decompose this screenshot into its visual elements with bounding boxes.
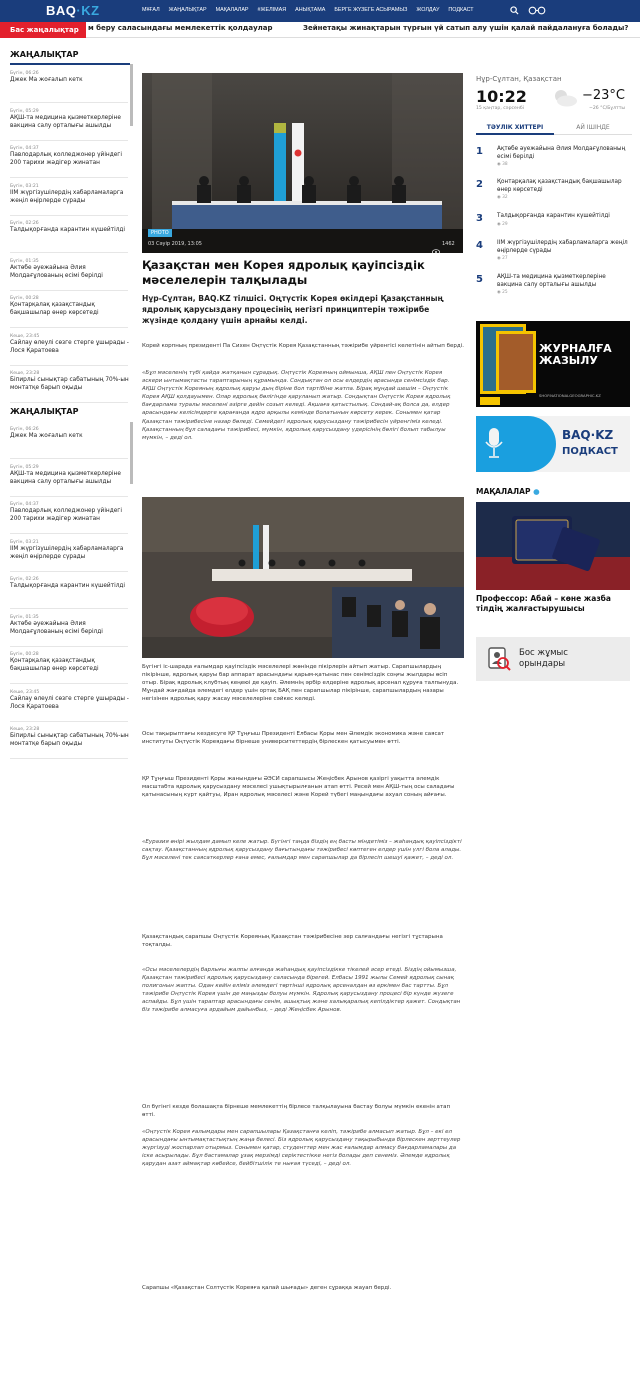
jobs-banner[interactable] (476, 637, 630, 681)
article-inline-photo (142, 497, 464, 658)
news-divider (10, 683, 128, 684)
news-time: Бүгін, 05:29 (10, 108, 39, 114)
article-quote: «Бұл мәселенің түбі қайда жатқанын сұрадық. Оңтүстік Кореяның оймынша, АҚШ пен Оңтүстік Корея әскери ынтымақтасты тараптарының құрамында. Сондықтан ол осы елдердің арасында сенімсіздік бар. АҚШ Оңтүстік Кореяның ядролық қаруы дың біріне бол тәртібіне жатпа. Бірақ мұндай шешім – Оңтүстік Корея АҚШ қолдауымен. Олар ядролық бөлігінде қаруланып жатыр. Сондықтан Оңтүстік Корея ядролық бағдарлама туралы мәселені әзірге дейін созып келеді. Ақшаға қатыстылық. Сондай-ақ болса да, елдер арасындағы келісімдерге қарағанда ядро арқылы кемінде болатынын көрсету керек. Сонымен қатар Қазақстан тәжірибесіне назар бөледі. Семейдегі ядролық қарусыздану тәжірибесін үйренгіміз келеді. Қазақстанның бұл саладағы тәжірибесі, мүмкін, ядролық қарусыздану үдерісінің бөлігі болып табылуы мүмкін, – деді ол. (142, 370, 451, 441)
ticker-item[interactable]: м беру саласындағы мемлекеттік қолдаулар (88, 24, 273, 32)
article-paragraph: Ол бүгінгі кезде болашақта бірнеше мемлекеттің бірлесе талқылауына бастау болуы мүмкін екенін атап өтті. (142, 1104, 451, 1119)
eye-icon: ◉ (497, 256, 503, 261)
article-paragraph: Осы тақырыптағы кездесуге ҚР Тұңғыш Президенті Елбасы Қоры мен Әлемдік экономика және саясат институты Оңтүстік Кореядағы бірнеше университеттердің бірлескен қатысуымен өтті. (142, 731, 445, 746)
news-headline[interactable]: Сайлау өлеулі сөзге стерге ұшырады - Лося Қаратоева (10, 339, 129, 354)
accessibility-glasses-icon[interactable] (528, 6, 546, 18)
dot-icon: ● (533, 487, 540, 496)
news-divider (10, 496, 128, 497)
news-time: Бүгін, 00:28 (10, 296, 39, 301)
latest-news-heading-2: ЖАҢАЛЫҚТАР (10, 407, 79, 416)
article-paragraph: Корей корпның президенті Па Сихен Оңтүстік Корея Қазақстанның тәжірибе үйренгісі келетінін айтып берді. (142, 343, 464, 349)
news-list-item[interactable] (10, 109, 130, 130)
search-icon[interactable] (510, 6, 519, 18)
article-date: 03 Сәуір 2019, 13:05 (148, 241, 202, 247)
news-list-item[interactable] (10, 184, 130, 205)
news-list-item[interactable] (10, 371, 130, 392)
news-list-item[interactable] (10, 502, 130, 523)
popular-views: ◉ 38 (497, 162, 508, 167)
article-lead: Нұр-Сұлтан, BAQ.KZ тілшісі. Оңтүстік Корея өкілдері Қазақстанның ядролық қарусыздану процесінің негізгі принциптерін тәжірибе жүзінде қолдану үшін арнайы келді. (142, 294, 444, 325)
article-quote: «Еуразия өнірі жылдам дамып келе жатыр. Бүгінгі таңда біздің ең басты міндетіміз – жаһандық қауіпсіздікті сақтау. Қазақстанның ядролық қарусыздану бағытындағы тәжірибесі көптеген елдер үшін үлгі бола алады. Бұл мәселені тек саясаткерлер ғана емес, ғалымдар мен сарапшылар да бірлесіп шешуі қажет, – деді ол. (142, 839, 462, 862)
news-divider (10, 177, 128, 178)
main-nav (142, 7, 474, 13)
banner-line-1: ЖУРНАЛҒА (539, 342, 612, 355)
news-divider (10, 402, 128, 403)
popular-rank: 2 (476, 179, 483, 190)
article-card-title[interactable]: Профессор: Абай – көне жазба тілдің жалғастырушысы (476, 594, 611, 613)
nav-item[interactable]: МАҚАЛАЛАР (215, 7, 249, 13)
banner-line-2: ЖАЗЫЛУ (539, 354, 598, 367)
news-list-item[interactable] (10, 727, 130, 748)
news-divider (10, 646, 128, 647)
news-time: Бүгін, 05:29 (10, 464, 39, 470)
news-headline[interactable]: Павлодарлық колледжонер үйіндегі 200 тарихи жәдігер жинатан (10, 152, 122, 166)
popular-item[interactable] (476, 274, 632, 302)
news-divider (10, 758, 128, 759)
article-quote: «Осы мәселелердің барлығы жалпы алғанда жаһандық қауіпсіздікке тікелей әсер етеді. Біздің ойымызша, Қазақстан тәжірибесі ядролық қарусыздану саласында бірегей. Елбасы 1991 жылы Семей ядролық сынақ полигонын жапты. Одан кейін еліміз әлемдегі төртінші ядролық арсеналдан өз еркімен бас тартты. Бұл тәжірибе Оңтүстік Корея үшін де маңызды болуы мүмкін. Ядролық қарусыздану процесі бір күнде жүзеге аспайды. Бұл үшін тараптар арасындағы сенім, ашықтық және халықаралық кепілдіктер қажет. Сондықтан біз тәжірибе алмасуға әрдайым дайынбыз, – деді Жеңісбек Арынов. (142, 967, 461, 1014)
news-headline[interactable]: Қонтарқалақ қазақстандық бақшашылар өнер көрсетеді (10, 658, 99, 672)
weather-temp: −23°C (582, 88, 626, 103)
news-list-item[interactable] (10, 652, 130, 673)
news-time: Кеше, 23:45 (10, 333, 40, 339)
popular-rank: 3 (476, 213, 483, 224)
view-count: 1462 (442, 241, 455, 247)
popular-headline[interactable]: IIM жүргізушілердің хабарламаларга жеңіл өңірлерде сүрады (497, 240, 628, 254)
news-time: Бүгін, 02:26 (10, 577, 39, 582)
news-time: Кеше, 23:45 (10, 689, 40, 695)
news-headline[interactable]: Актөбе әуежайына Әлия Молдағұлованың есімі берілді (10, 264, 103, 279)
news-divider (10, 102, 128, 103)
news-divider (10, 215, 128, 216)
popular-rank: 5 (476, 274, 483, 285)
news-list-item[interactable] (10, 540, 130, 561)
nav-item[interactable]: БЕРГЕ ЖҮЗЕГЕ АСЫРАМЫЗ (334, 7, 408, 13)
latest-news-scrollbar[interactable] (130, 64, 133, 126)
ticker-item[interactable]: Зейнетақы жинақтарын түрғын үй сатып алу үшін қалай пайдалануға болады? (303, 24, 629, 32)
weather-time: 10:22 (476, 87, 527, 106)
nav-item[interactable]: ЖОЛДАУ (416, 7, 440, 13)
news-time: Кеше, 23:28 (10, 371, 40, 376)
eye-icon: ◉ (497, 222, 503, 227)
nav-item[interactable]: ПОДКАСТ (448, 7, 474, 13)
news-divider (10, 571, 128, 572)
popular-item[interactable] (476, 240, 632, 268)
news-headline[interactable]: Талдықорғанда карантин күшейтілді (10, 227, 126, 233)
nav-item[interactable]: ЖАҢАЛЫҚТАР (168, 7, 207, 13)
article-thumbnail[interactable] (476, 502, 630, 590)
news-list-item[interactable] (10, 71, 130, 84)
popular-item[interactable] (476, 146, 632, 174)
top-navbar (0, 0, 640, 22)
news-divider (10, 327, 128, 328)
news-list-item[interactable] (10, 690, 130, 711)
popular-item[interactable] (476, 213, 632, 241)
popular-headline[interactable]: Ақтөбе әуежайына Әлия Молдағұлованың есімі берілді (497, 146, 626, 160)
news-list-item[interactable] (10, 259, 130, 280)
news-headline[interactable]: Сайлау өлеулі сөзге стерге ұшырады - Лося Қаратоева (10, 695, 129, 710)
news-time: Бүгін, 03:21 (10, 539, 39, 545)
news-time: Бүгін, 00:28 (10, 652, 39, 657)
podcast-banner[interactable] (476, 416, 630, 472)
news-list-item[interactable] (10, 427, 130, 440)
article-paragraph: Сарапшы «Қазақстан Солтүстік Кореяға қалай шығады» деген сұраққа жауап берді. (142, 1285, 392, 1291)
popular-views: ◉ 29 (497, 222, 508, 227)
article-quote: «Оңтүстік Корея ғалымдары мен сарапшылары Қазақстанға келіп, тәжірибе алмасып жатыр. Бұл – екі ел арасындағы ынтымақтастықтың жаңа белесі. Біз ядролық қарусыздану тақырыбында бірлескен зерттеулер жүргізуді жоспарлап отырмыз. Сонымен қатар, студенттер мен жас ғалымдар алмасу бағдарламалары да іске асырылады. Бұл бастамалар ұзақ мерзімді серіктестікке негіз болады деп сенеміз. Әлемде ядролық қарудан азат аймақтар көбейсе, бейбітшілік те нығая түседі, – деді ол. (142, 1129, 461, 1168)
eye-icon: ◉ (497, 162, 503, 167)
podcast-label: ПОДКАСТ (562, 446, 618, 457)
popular-rank: 1 (476, 146, 483, 157)
nav-item[interactable]: МҰҒАЛ (142, 7, 160, 13)
latest-news-heading: ЖАҢАЛЫҚТАР (10, 50, 79, 59)
weather-condition: −26 °C/Бұлтты (589, 106, 625, 111)
magazine-subscription-banner[interactable] (476, 321, 630, 407)
banner-url: SHOP.NATIONALGEOGRAPHIC.KZ (539, 393, 601, 398)
ticker-label: Бас жаңалықтар (0, 22, 86, 38)
article-hero-photo (142, 73, 463, 253)
microphone-icon (484, 428, 504, 464)
news-time: Бүгін, 06:26 (10, 71, 39, 76)
news-headline[interactable]: АҚШ-та медицина қызметкерлеріне вакцина салу орталығы ашылды (10, 470, 121, 485)
news-list-item[interactable] (10, 334, 130, 355)
tab-daily-hits[interactable]: ТӘУЛІК ХИТТЕРІ (476, 121, 554, 135)
news-divider (10, 458, 128, 459)
nav-item[interactable]: #ЖЕЛІМАЯ (257, 7, 287, 13)
news-time: Кеше, 23:28 (10, 727, 40, 732)
news-headline[interactable]: IIM жүргізушілердің хабарламаларга жеңіл өңірлерде сүрады (10, 189, 124, 204)
podcast-logo: BAQ·KZ (562, 428, 614, 442)
news-headline[interactable]: Біпирльі сынықтар сабатының 70%-ын монтатқе барып оқыды (10, 377, 129, 391)
news-time: Бүгін, 04:37 (10, 146, 39, 151)
news-headline[interactable]: IIM жүргізушілердің хабарламаларга жеңіл өңірлерде сүрады (10, 545, 124, 560)
news-list-item[interactable] (10, 221, 130, 234)
news-time: Бүгін, 01:35 (10, 258, 39, 264)
news-headline[interactable]: Павлодарлық колледжонер үйіндегі 200 тарихи жәдігер жинатан (10, 508, 122, 522)
photo-badge: PHOTO (148, 229, 172, 237)
popular-views: ◉ 27 (497, 256, 508, 261)
popular-headline[interactable]: Қонтарқалақ қазақстандық бақшашылар өнер көрсетеді (497, 179, 622, 193)
news-time: Бүгін, 02:26 (10, 221, 39, 226)
job-search-icon (486, 646, 512, 676)
popular-views: ◉ 25 (497, 290, 508, 295)
tab-monthly[interactable]: АЙ ІШІНДЕ (554, 121, 632, 135)
news-headline[interactable]: Актөбе әуежайына Әлия Молдағұлованың есімі берілді (10, 620, 103, 635)
popular-item[interactable] (476, 179, 632, 207)
news-divider (10, 365, 128, 366)
articles-heading: МАҚАЛАЛАР ● (476, 487, 540, 496)
news-divider (10, 608, 128, 609)
news-divider (10, 290, 128, 291)
news-headline[interactable]: Біпирльі сынықтар сабатының 70%-ын монтатқе барып оқыды (10, 733, 129, 747)
news-divider (10, 533, 128, 534)
popular-headline[interactable]: Талдықорғанда карантин күшейтілді (497, 213, 610, 219)
news-list-item[interactable] (10, 615, 130, 636)
news-headline[interactable]: Қонтарқалақ қазақстандық бақшашылар өнер көрсетеді (10, 302, 99, 316)
site-logo[interactable]: BAQ·KZ (46, 3, 100, 18)
news-list-item[interactable] (10, 577, 130, 590)
news-time: Бүгін, 04:37 (10, 502, 39, 507)
news-headline[interactable]: АҚШ-та медицина қызметкерлеріне вакцина салу орталығы ашылды (10, 114, 121, 129)
article-title: Қазақстан мен Корея ядролық қауіпсіздік мәселелерін талқылады (142, 258, 425, 287)
news-list-item[interactable] (10, 465, 130, 486)
news-divider (10, 252, 128, 253)
weather-date: 15 қаңтар, сәрсенбі (476, 106, 524, 111)
news-headline[interactable]: Талдықорғанда карантин күшейтілді (10, 583, 126, 589)
jobs-label: Бос жұмыс орындары (519, 648, 568, 669)
news-headline[interactable]: Джек Ма жоғалып кетк (10, 433, 83, 439)
heading-underline (10, 63, 130, 65)
article-paragraph: ҚР Тұңғыш Президенті Қоры жанындағы ӘЭСИ сарапшысы Жеңісбек Арынов қазіргі уақытта әлемдік масштабта ядролық қарусыздану мәселесі ушықтырылғанын атап өтті. Ресей мен АҚШ-тың осы саладағы қатынасының күрт қайтуы, Иран ядролық мәселесі және Корей түбегі маңындағы ахуал соның айғағы. (142, 776, 455, 799)
breaking-news-ticker (0, 22, 640, 38)
article-paragraph: Бүгінгі іс-шарада ғалымдар қауіпсіздік мәселелері жөнінде пікірлерін айтып жатыр. Сарапшылардың пікірінше, ядролық қаруы бар аппарат арасындағы қарым-қатынас пен сенімсіздік соңғы жылдары өсіп отыр. Бірақ ядролық клубтың кеңеюі де қауіп. Әлемнің әрбір елдеріне ядролық арсенал құруға талпынуда. Мұндай жағдайда әлемдегі елдер үшін ортақ БАҚ пен сарапшылар пікірінше, сарапшылардың назары негізінен ядролық қару жасау мәселелеріне сәйкес келеді. (142, 664, 459, 703)
news-list-item[interactable] (10, 146, 130, 167)
popular-headline[interactable]: АҚШ-та медицина қызметкерлеріне вакцина салу орталығы ашылды (497, 274, 606, 288)
eye-icon: ◉ (497, 195, 503, 200)
news-time: Бүгін, 01:35 (10, 614, 39, 620)
news-time: Бүгін, 06:26 (10, 427, 39, 432)
popular-views: ◉ 32 (497, 195, 508, 200)
article-paragraph: Қазақстандық сарапшы Оңтүстік Кореяның Қазақстан тәжірибесіне зер салғандағы негізгі тұстарына тоқталды. (142, 934, 443, 949)
news-headline[interactable]: Джек Ма жоғалып кетк (10, 77, 83, 83)
cloudy-sun-icon (552, 88, 578, 112)
latest-news-scrollbar-2[interactable] (130, 422, 133, 484)
nav-item[interactable]: АНЫҚТАМА (295, 7, 326, 13)
news-time: Бүгін, 03:21 (10, 183, 39, 189)
eye-icon: ◉ (497, 290, 503, 295)
news-divider (10, 721, 128, 722)
popular-rank: 4 (476, 240, 483, 251)
eye-icon (432, 240, 440, 253)
news-list-item[interactable] (10, 296, 130, 317)
weather-city: Нұр-Сұлтан, Қазақстан (476, 75, 562, 83)
news-divider (10, 140, 128, 141)
